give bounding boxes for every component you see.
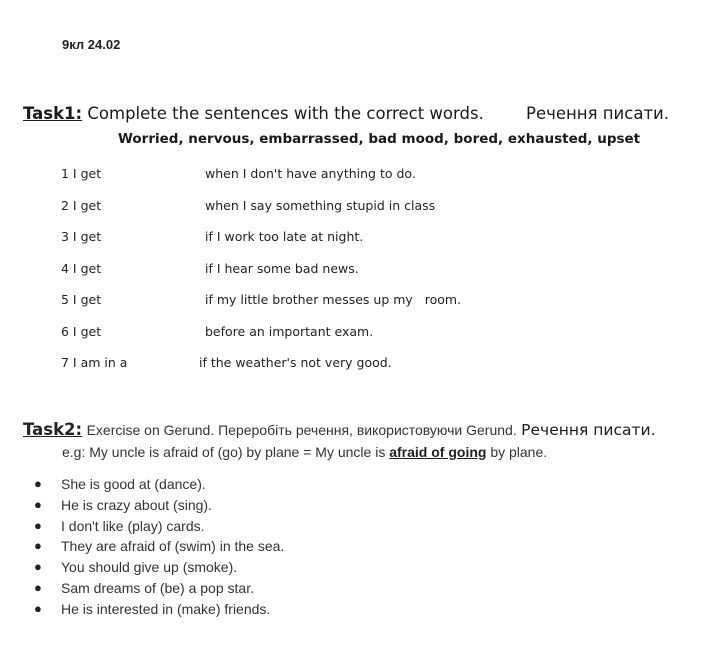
list-item-text: Sam dreams of (be) a pop star. — [61, 579, 254, 596]
bullet-icon: ● — [34, 496, 42, 512]
sentence-3-end: if I work too late at night. — [205, 229, 364, 244]
list-item — [34, 599, 284, 620]
sentence-6-end: before an important exam. — [205, 324, 374, 339]
sentence-7-end: if the weather's not very good. — [199, 355, 392, 370]
sentence-5-start: 5 I get — [61, 292, 102, 307]
task2-heading — [23, 420, 656, 440]
sentence-4-end: if I hear some bad news. — [205, 261, 359, 276]
example-emphasis: afraid of going — [389, 444, 487, 460]
task1-heading — [23, 104, 484, 123]
date-header: 9кл 24.02 — [62, 37, 121, 52]
sentence-6-start: 6 I get — [61, 324, 102, 339]
gerund-exercise-list — [34, 474, 284, 620]
sentence-2-end: when I say something stupid in class — [205, 198, 436, 213]
sentence-2-start: 2 I get — [61, 198, 102, 213]
sentence-1-start: 1 I get — [61, 166, 102, 181]
gerund-example — [62, 444, 547, 460]
task2-label: Task2: — [23, 420, 83, 439]
list-item — [34, 495, 284, 516]
task1-label: Task1: — [23, 104, 83, 123]
task1-instruction: Complete the sentences with the correct words. — [87, 104, 484, 123]
sentence-5-end: if my little brother messes up my room. — [205, 292, 462, 307]
bullet-icon: ● — [34, 579, 42, 595]
list-item-text: I don't like (play) cards. — [61, 517, 205, 534]
sentence-4-start: 4 I get — [61, 261, 102, 276]
word-bank: Worried, nervous, embarrassed, bad mood, bored, exhausted, upset — [118, 131, 641, 147]
task2-description: Exercise on Gerund. Переробіть речення, використовуючи Gerund. — [86, 422, 517, 438]
list-item-text: You should give up (smoke). — [61, 559, 238, 576]
sentence-7-start: 7 I am in a — [61, 355, 128, 370]
list-item — [34, 557, 284, 578]
list-item-text: He is crazy about (sing). — [61, 496, 212, 513]
bullet-icon: ● — [34, 559, 42, 575]
list-item — [34, 578, 284, 599]
bullet-icon: ● — [34, 476, 42, 491]
example-prefix: e.g: My uncle is afraid of (go) by plane = My uncle is — [62, 444, 390, 460]
sentence-3-start: 3 I get — [61, 229, 102, 244]
list-item-text: He is interested in (make) friends. — [61, 600, 271, 617]
bullet-icon: ● — [34, 600, 42, 616]
task2-note: Речення писати. — [521, 421, 656, 439]
bullet-icon: ● — [34, 517, 42, 533]
bullet-icon: ● — [34, 538, 42, 554]
list-item — [34, 474, 284, 495]
example-suffix: by plane. — [486, 444, 548, 460]
list-item — [34, 516, 284, 537]
list-item — [34, 536, 284, 557]
list-item-text: They are afraid of (swim) in the sea. — [61, 538, 285, 555]
list-item-text: She is good at (dance). — [61, 476, 206, 492]
sentence-1-end: when I don't have anything to do. — [205, 166, 416, 181]
task1-note: Речення писати. — [526, 104, 670, 123]
